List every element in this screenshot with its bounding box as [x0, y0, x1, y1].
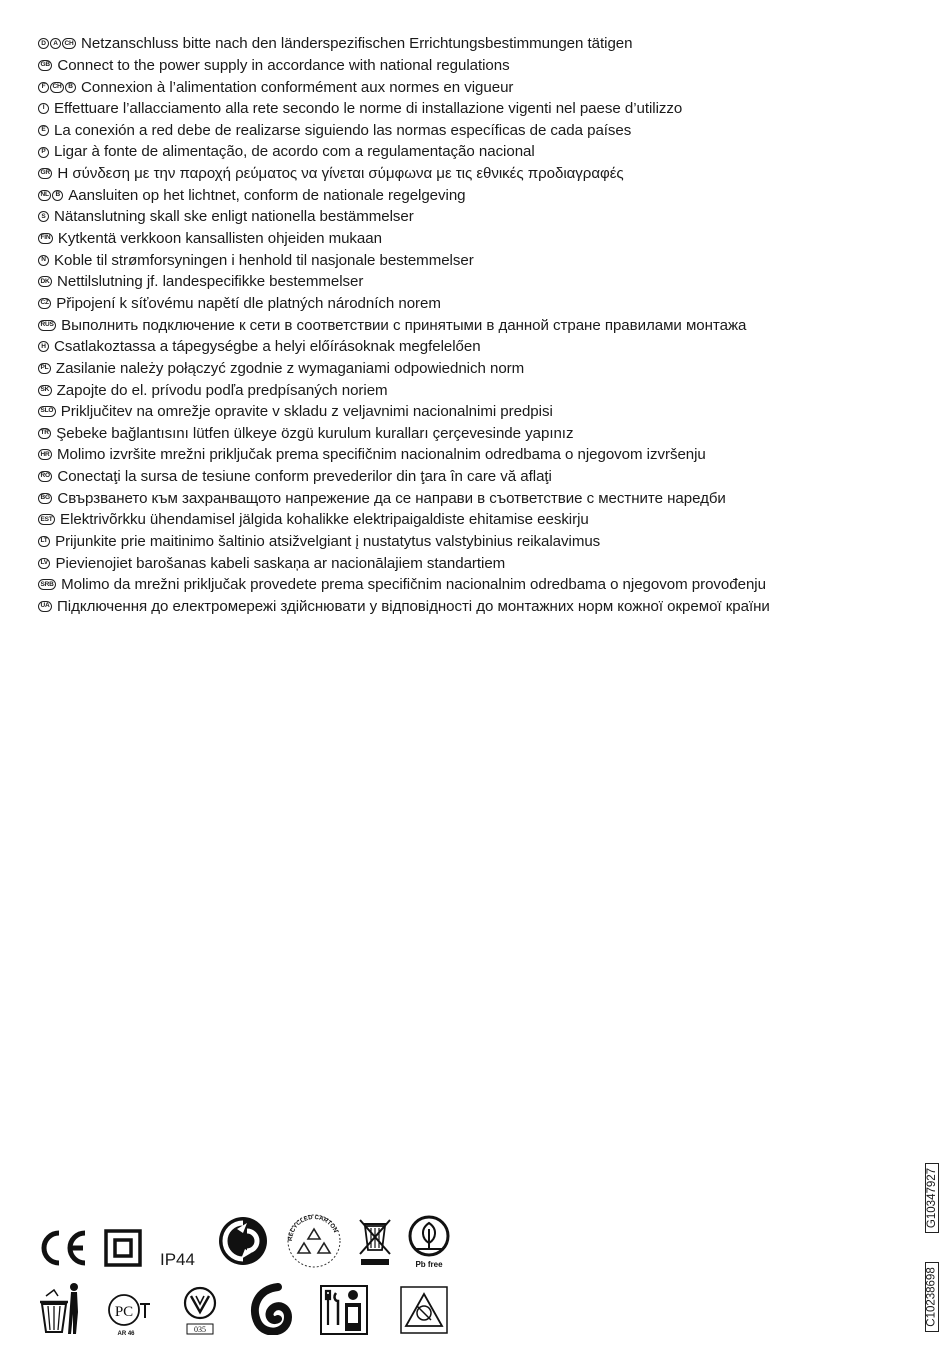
notice-line [38, 531, 928, 553]
notice-text: Conectaţi la sursa de tesiune conform prevederilor din ţara în care vă aflaţi [57, 468, 552, 486]
notice-text: Koble til strømforsyningen i henhold til nasjonale bestemmelser [54, 251, 474, 269]
notice-line [38, 314, 928, 336]
country-code-badge: I [38, 103, 49, 114]
notice-text: Csatlakoztassa a tápegységbe a helyi előírásoknak megfelelően [54, 338, 481, 356]
country-code-badge: GB [38, 60, 52, 71]
country-code-badge: SLO [38, 406, 56, 417]
ua-mark-number: 035 [194, 1325, 206, 1334]
country-codes [38, 168, 53, 179]
country-codes [38, 449, 53, 460]
country-codes [38, 385, 53, 396]
country-code-badge: N [38, 255, 49, 266]
country-codes [38, 363, 52, 374]
country-codes [38, 211, 50, 222]
country-codes [38, 276, 53, 287]
ce-mark-icon [38, 1228, 90, 1268]
country-code-badge: PL [38, 363, 51, 374]
notice-line [38, 98, 928, 120]
country-codes [38, 406, 57, 417]
country-code-badge: A [50, 38, 61, 49]
country-code-badge: CH [50, 82, 64, 93]
notice-text: Elektrivõrkku ühendamisel jälgida kohalikke elektripaigaldiste ehitamise eeskirju [60, 511, 589, 529]
country-codes [38, 82, 77, 93]
notice-text: Η σύνδεση με την παροχή ρεύματος να γίνεται σύμφωνα με τις εθνικές προδιαγραφές [57, 165, 624, 183]
notice-text: Şebeke bağlantısını lütfen ülkeye özgü kurulum kuralları çerçevesinde yapınız [56, 424, 574, 442]
country-codes [38, 601, 53, 612]
country-code-badge: D [38, 38, 49, 49]
installer-tools-icon [320, 1285, 368, 1335]
country-code-badge: NL [38, 190, 51, 201]
country-code-badge: SK [38, 385, 52, 396]
notice-text: Connexion à l’alimentation conformément aux normes en vigueur [81, 78, 514, 96]
notice-line [38, 401, 928, 423]
notice-text: Netzanschluss bitte nach den länderspezifischen Errichtungsbestimmungen tätigen [81, 35, 633, 53]
notice-text: Zapojte do el. prívodu podľa predpísaných noriem [56, 381, 388, 399]
notice-text: Свързването към захранващото напрежение да се направи в съответствие с местните наредби [57, 489, 726, 507]
notice-line [38, 184, 928, 206]
notice-line [38, 336, 928, 358]
country-codes [38, 147, 50, 158]
notice-line [38, 487, 928, 509]
notice-text: Zasilanie należy połączyć zgodnie z wymaganiami odpowiednich norm [55, 359, 525, 377]
notice-line [38, 55, 928, 77]
notice-line [38, 423, 928, 445]
pb-free-icon [406, 1215, 452, 1269]
country-code-badge: CH [62, 38, 76, 49]
notice-text: Prijunkite prie maitinimo šaltinio atsižvelgiant į nustatytus valstybinius reikalavimus [55, 533, 601, 550]
country-code-badge: UA [38, 601, 52, 612]
document-code-bottom [925, 1262, 939, 1332]
recycled-carton-text: RECYCLED CARTON [287, 1214, 339, 1242]
country-code-badge: SRB [38, 579, 56, 590]
notice-line [38, 596, 928, 618]
notice-line [38, 76, 928, 98]
warning-triangle-icon [400, 1286, 448, 1334]
notice-line [38, 466, 928, 488]
document-code-top [925, 1163, 939, 1233]
notice-text: Ligar à fonte de alimentação, de acordo com a regulamentação nacional [54, 143, 535, 161]
notice-line [38, 163, 928, 185]
country-code-badge: TR [38, 428, 51, 439]
country-code-badge: HR [38, 449, 52, 460]
country-code-badge: EST [38, 514, 55, 525]
notice-line [38, 33, 928, 55]
country-code-badge: LV [38, 558, 50, 569]
notice-text: Connect to the power supply in accordance with national regulations [57, 56, 510, 74]
country-code-badge: RO [38, 471, 52, 482]
country-code-badge: CZ [38, 298, 51, 309]
notice-text: Nettilslutning jf. landespecifikke bestemmelser [57, 273, 364, 291]
notice-text: Pievienojiet barošanas kabeli saskaņa ar nacionālajiem standartiem [55, 554, 506, 572]
country-codes [38, 428, 52, 439]
country-codes [38, 558, 51, 569]
country-codes [38, 471, 53, 482]
notice-text: Připojení k síťovému napětí dle platných národních norem [56, 294, 441, 312]
country-code-badge: B [52, 190, 63, 201]
notice-text: Molimo da mrežni priključak provedete prema specifičnim nacionalnim odredbama o njegovom provođenju [61, 576, 766, 594]
country-code-badge: LT [38, 536, 50, 547]
notice-text: Kytkentä verkkoon kansallisten ohjeiden mukaan [57, 230, 382, 248]
country-codes [38, 103, 50, 114]
notice-text: Підключення до електромережі здійснювати у відповідності до монтажних норм кожної окремої країни [57, 597, 770, 615]
crossed-out-bin-icon [357, 1216, 393, 1268]
notice-line [38, 141, 928, 163]
notice-line [38, 509, 928, 531]
country-code-badge: FIN [38, 233, 53, 244]
notice-text: Выполнить подключение к сети в соответствии с принятыми в данной стране правилами монтажа [61, 316, 747, 334]
country-codes [38, 298, 52, 309]
double-insulation-icon [104, 1229, 142, 1267]
notice-line [38, 271, 928, 293]
notice-line [38, 293, 928, 315]
country-codes [38, 493, 53, 504]
green-dot-icon [217, 1215, 269, 1267]
country-code-badge: F [38, 82, 49, 93]
country-code-badge: P [38, 147, 49, 158]
country-code-badge: DK [38, 276, 52, 287]
notice-text: Priključitev na omrežje opravite v skladu z veljavnimi nacionalnimi predpisi [60, 403, 553, 421]
recycled-carton-icon [286, 1213, 342, 1269]
notice-text: Nätanslutning skall ske enligt nationella bestämmelser [54, 208, 414, 226]
svg-text:RECYCLED CARTON [288, 1215, 338, 1241]
country-codes [38, 125, 50, 136]
pb-free-label: Pb free [415, 1260, 443, 1269]
country-code-badge: B [65, 82, 76, 93]
notice-line [38, 358, 928, 380]
country-codes [38, 579, 57, 590]
notice-line [38, 206, 928, 228]
pct-certification-icon [104, 1290, 154, 1338]
notice-text: Effettuare l’allacciamento alla rete secondo le norme di installazione vigenti nel paese d’utilizzo [54, 100, 683, 118]
notice-line [38, 379, 928, 401]
ukraine-conformity-icon [182, 1286, 218, 1336]
notice-line [38, 249, 928, 271]
regulation-notice-list [38, 33, 928, 617]
country-code-badge: H [38, 341, 49, 352]
country-codes [38, 536, 51, 547]
country-code-badge: E [38, 125, 49, 136]
country-codes [38, 38, 77, 49]
country-codes [38, 255, 50, 266]
country-code-badge: BG [38, 493, 52, 504]
country-codes [38, 233, 54, 244]
country-code-badge: RUS [38, 320, 56, 331]
document-code-bottom-text: C10238698 [926, 1267, 939, 1327]
country-code-badge: GR [38, 168, 52, 179]
document-code-top-text: G10347927 [926, 1167, 938, 1229]
ip-rating-label: IP44 [160, 1250, 195, 1269]
country-code-badge: S [38, 211, 49, 222]
waste-disposal-icon [38, 1282, 82, 1336]
country-codes [38, 60, 53, 71]
notice-line [38, 444, 928, 466]
country-codes [38, 341, 50, 352]
notice-line [38, 228, 928, 250]
svg-text:PC: PC [114, 1304, 134, 1320]
notice-text: Molimo izvršite mrežni priključak prema specifičnim nacionalnim odredbama o njegovom izvršenju [57, 446, 706, 464]
country-codes [38, 190, 64, 201]
country-codes [38, 514, 56, 525]
swirl-logo-icon [248, 1283, 292, 1335]
notice-line [38, 120, 928, 142]
notice-text: La conexión a red debe de realizarse siguiendo las normas específicas de cada países [54, 121, 632, 139]
country-codes [38, 320, 57, 331]
notice-line [38, 552, 928, 574]
pct-sub-label: AR 46 [117, 1331, 135, 1337]
notice-text: Aansluiten op het lichtnet, conform de nationale regelgeving [68, 186, 466, 204]
notice-line [38, 574, 928, 596]
